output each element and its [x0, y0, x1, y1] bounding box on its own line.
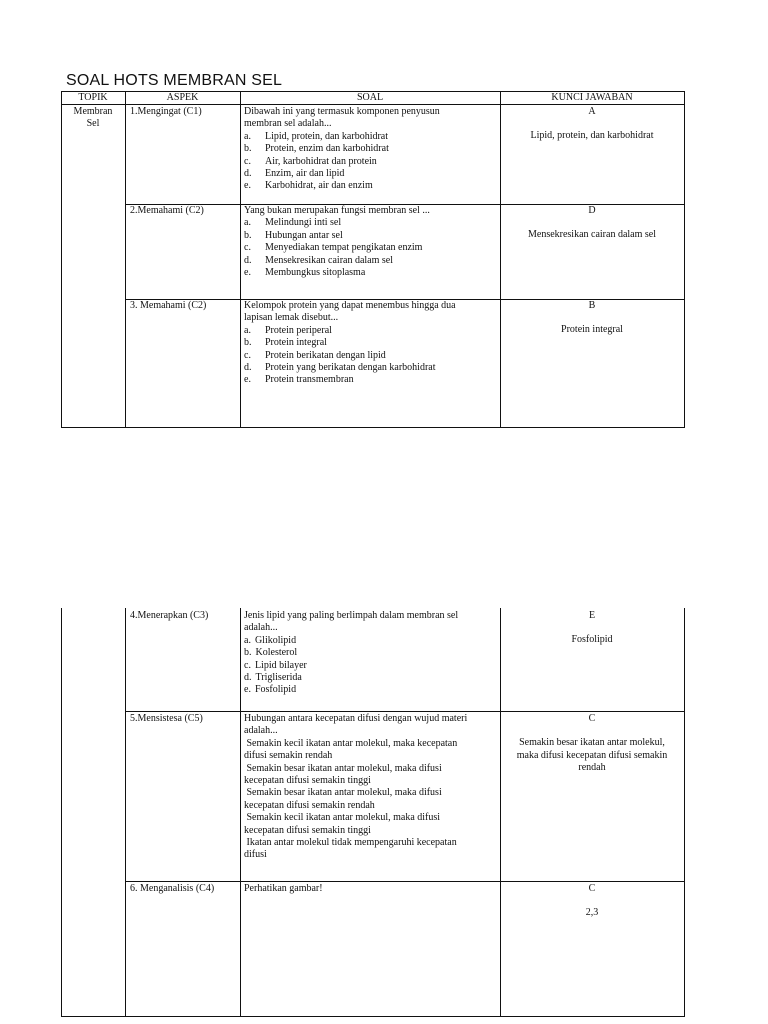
option-text: Protein transmembran [265, 374, 354, 386]
answer-key-letter: B [588, 300, 596, 311]
topic-label: Sel [86, 118, 100, 130]
answer-key-cell [502, 106, 682, 143]
question-text: lapisan lemak disebut... [244, 312, 339, 324]
question-text: Semakin kecil ikatan antar molekul, maka kecepatan [244, 737, 458, 749]
header-aspek: ASPEK [166, 92, 199, 103]
header-kunci: KUNCI JAWABAN [551, 92, 633, 103]
aspek-label: 5.Mensistesa (C5) [130, 713, 203, 724]
option-letter: d. [244, 362, 252, 374]
aspek-label: 6. Menganalisis (C4) [130, 883, 215, 894]
option-text: Lipid, protein, dan karbohidrat [265, 130, 389, 142]
table-border-vertical [500, 608, 501, 1016]
answer-option [244, 131, 496, 143]
aspek-label: 4.Menerapkan (C3) [130, 610, 209, 621]
document-title: SOAL HOTS MEMBRAN SEL [66, 72, 283, 89]
option-text: Menyediakan tempat pengikatan enzim [265, 242, 423, 254]
option-letter: c. [244, 155, 251, 167]
option-text: Air, karbohidrat dan protein [265, 155, 377, 167]
answer-key-text: maka difusi kecepatan difusi semakin [516, 749, 668, 761]
answer-option [244, 362, 496, 374]
question-text: Yang bukan merupakan fungsi membran sel ... [244, 205, 430, 216]
aspek-label: 3. Memahami (C2) [130, 300, 207, 311]
option-letter: a. [244, 634, 251, 646]
option-letter: d. [244, 168, 252, 180]
table-border-vertical [240, 608, 241, 1016]
answer-option [244, 217, 496, 229]
aspek-cell [130, 610, 237, 622]
answer-key-text: Lipid, protein, dan karbohidrat [530, 130, 654, 142]
answer-option [244, 635, 496, 647]
option-letter: c. [244, 349, 251, 361]
answer-key-text: 2,3 [585, 907, 599, 919]
aspek-label: 1.Mengingat (C1) [130, 106, 202, 117]
option-letter: b. [244, 647, 252, 659]
option-text: Protein periperal [265, 324, 332, 336]
question-text: difusi semakin rendah [244, 750, 333, 762]
aspek-cell [130, 883, 237, 895]
question-text: Semakin kecil ikatan antar molekul, maka difusi [244, 812, 441, 824]
question-text: Kelompok protein yang dapat menembus hingga dua [244, 300, 456, 311]
answer-option [244, 350, 496, 362]
question-text: Hubungan antara kecepatan difusi dengan wujud materi [244, 713, 468, 724]
answer-option [244, 267, 496, 279]
option-letter: e. [244, 684, 251, 696]
option-text: Fosfolipid [254, 684, 297, 696]
option-text: Protein, enzim dan karbohidrat [265, 143, 389, 155]
aspek-label: 2.Memahami (C2) [130, 205, 204, 216]
option-letter: c. [244, 242, 251, 254]
answer-key-cell [502, 205, 682, 242]
aspek-cell [130, 300, 237, 312]
answer-option [244, 230, 496, 242]
option-text: Enzim, air dan lipid [265, 168, 345, 180]
answer-option [244, 255, 496, 267]
option-letter: b. [244, 143, 252, 155]
answer-option [244, 672, 496, 684]
question-text: adalah... [244, 622, 278, 634]
option-letter: c. [244, 659, 251, 671]
table-border-horizontal [125, 711, 684, 712]
question-cell [244, 883, 496, 895]
answer-key-cell [502, 300, 682, 337]
answer-option [244, 325, 496, 337]
question-text: kecepatan difusi semakin tinggi [244, 824, 371, 836]
answer-option [244, 647, 496, 659]
table-border-vertical [61, 608, 62, 1016]
answer-option [244, 660, 496, 672]
question-text: membran sel adalah... [244, 118, 332, 130]
option-letter: a. [244, 324, 251, 336]
answer-option [244, 180, 496, 192]
answer-option [244, 168, 496, 180]
option-letter: d. [244, 254, 252, 266]
answer-option [244, 242, 496, 254]
question-cell [244, 713, 496, 862]
question-text: Jenis lipid yang paling berlimpah dalam membran sel [244, 610, 459, 621]
answer-option [244, 684, 496, 696]
answer-key-text: Semakin besar ikatan antar molekul, [519, 737, 665, 749]
table-border-horizontal [61, 1016, 685, 1017]
answer-key-letter: D [588, 205, 596, 216]
answer-key-text: Mensekresikan cairan dalam sel [527, 229, 656, 241]
aspek-cell [130, 713, 237, 725]
question-cell [244, 205, 496, 279]
question-text: kecepatan difusi semakin rendah [244, 799, 375, 811]
option-letter: a. [244, 130, 251, 142]
answer-key-cell [502, 713, 682, 775]
option-text: Kolesterol [255, 647, 298, 659]
table-border-horizontal [61, 104, 684, 105]
topic-cell [61, 106, 125, 131]
option-text: Lipid bilayer [254, 659, 307, 671]
table-border-vertical [684, 608, 685, 1016]
option-text: Membungkus sitoplasma [265, 267, 366, 279]
option-text: Protein berikatan dengan lipid [265, 349, 386, 361]
answer-key-text: Protein integral [561, 324, 623, 336]
question-text: difusi [244, 849, 267, 861]
answer-option [244, 156, 496, 168]
table-border-horizontal [125, 881, 684, 882]
option-text: Protein integral [265, 337, 327, 349]
answer-key-text: rendah [578, 762, 606, 774]
option-letter: d. [244, 672, 252, 684]
question-text: Perhatikan gambar! [244, 883, 323, 894]
question-text: Semakin besar ikatan antar molekul, maka difusi [244, 762, 442, 774]
question-cell [244, 300, 496, 387]
table-border-vertical [61, 91, 62, 427]
option-letter: e. [244, 180, 251, 192]
option-letter: e. [244, 267, 251, 279]
option-letter: b. [244, 229, 252, 241]
answer-option [244, 337, 496, 349]
answer-key-text: Fosfolipid [571, 634, 613, 646]
header-topik: TOPIK [78, 92, 108, 103]
aspek-cell [130, 205, 237, 217]
answer-key-letter: C [588, 713, 596, 724]
topic-label: Membran [73, 106, 113, 117]
table-border-horizontal [61, 427, 685, 428]
answer-key-letter: C [588, 883, 596, 894]
option-text: Protein yang berikatan dengan karbohidrat [265, 362, 436, 374]
option-letter: a. [244, 217, 251, 229]
table-border-vertical [125, 91, 126, 427]
answer-key-letter: A [588, 106, 596, 117]
header-soal: SOAL [356, 92, 384, 103]
table-border-vertical [240, 91, 241, 427]
question-cell [244, 610, 496, 697]
option-text: Hubungan antar sel [265, 229, 343, 241]
option-letter: b. [244, 337, 252, 349]
question-text: Dibawah ini yang termasuk komponen penyusun [244, 106, 440, 117]
question-text: kecepatan difusi semakin tinggi [244, 775, 371, 787]
question-cell [244, 106, 496, 193]
answer-key-letter: E [588, 610, 596, 621]
option-text: Glikolipid [254, 634, 297, 646]
answer-key-cell [502, 610, 682, 647]
question-text: adalah... [244, 725, 278, 737]
option-text: Trigliserida [255, 672, 302, 684]
answer-option [244, 143, 496, 155]
question-text: Semakin besar ikatan antar molekul, maka difusi [244, 787, 442, 799]
option-letter: e. [244, 374, 251, 386]
answer-option [244, 374, 496, 386]
option-text: Melindungi inti sel [265, 217, 342, 229]
table-border-vertical [125, 608, 126, 1016]
option-text: Karbohidrat, air dan enzim [265, 180, 373, 192]
aspek-cell [130, 106, 237, 118]
table-border-vertical [500, 91, 501, 427]
question-text: Ikatan antar molekul tidak mempengaruhi kecepatan [244, 837, 457, 849]
answer-key-cell [502, 883, 682, 920]
table-border-vertical [684, 91, 685, 427]
option-text: Mensekresikan cairan dalam sel [265, 254, 394, 266]
